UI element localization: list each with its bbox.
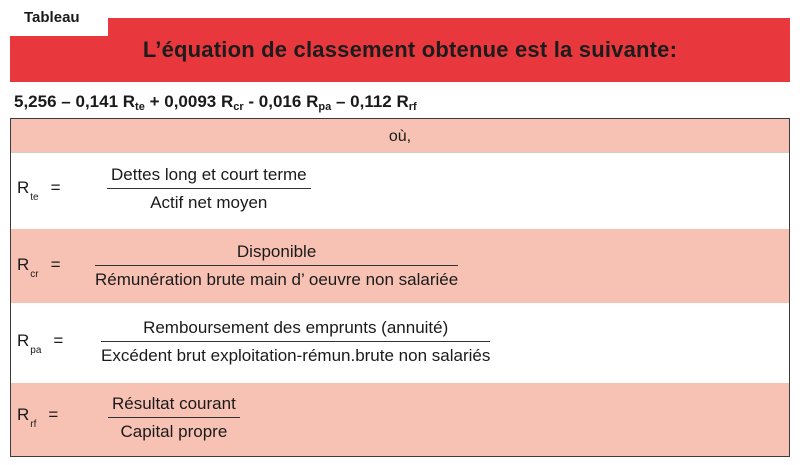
fraction-numerator: Remboursement des emprunts (annuité): [101, 318, 490, 342]
equation-term: - 0,016 $R_{pa}$: [248, 92, 332, 113]
fraction-numerator: Dettes long et court terme: [107, 165, 311, 189]
where-row: [11, 119, 789, 153]
fraction: [108, 394, 240, 442]
where-label: où,: [388, 128, 412, 145]
equation-term: + 0,0093 $R_{cr}$: [149, 92, 244, 113]
fraction-denominator: Capital propre: [120, 422, 228, 441]
fraction: [101, 318, 490, 366]
variable-label: $R_{te}=$: [17, 178, 61, 203]
equation-term: – 0,112 $R_{rf}$: [335, 92, 417, 113]
equation-constant: 5,256: [14, 92, 57, 111]
banner-title: L’équation de classement obtenue est la suivante:: [142, 37, 678, 62]
fraction: [95, 242, 458, 290]
fraction-denominator: Excédent brut exploitation-rémun.brute non salariés: [101, 346, 491, 365]
fraction-denominator: Rémunération brute main d’ oeuvre non salariée: [95, 270, 459, 289]
title-banner: [10, 18, 790, 82]
variable-label: $R_{pa}=$: [17, 331, 64, 356]
classification-equation: [14, 92, 417, 113]
definition-row-rpa: [11, 303, 789, 383]
definition-row-rrf: [11, 383, 789, 456]
fraction-numerator: Résultat courant: [108, 394, 240, 418]
definition-row-rte: [11, 153, 789, 229]
fraction-denominator: Actif net moyen: [150, 193, 268, 212]
definition-row-rcr: [11, 229, 789, 303]
fraction: [107, 165, 311, 213]
variable-label: $R_{rf}=$: [17, 405, 59, 430]
definitions-table: [10, 118, 790, 457]
variable-label: $R_{cr}=$: [17, 255, 61, 280]
tableau-tab-label: Tableau: [10, 0, 108, 36]
equation-term: – 0,141 $R_{te}$: [61, 92, 145, 113]
fraction-numerator: Disponible: [95, 242, 458, 266]
